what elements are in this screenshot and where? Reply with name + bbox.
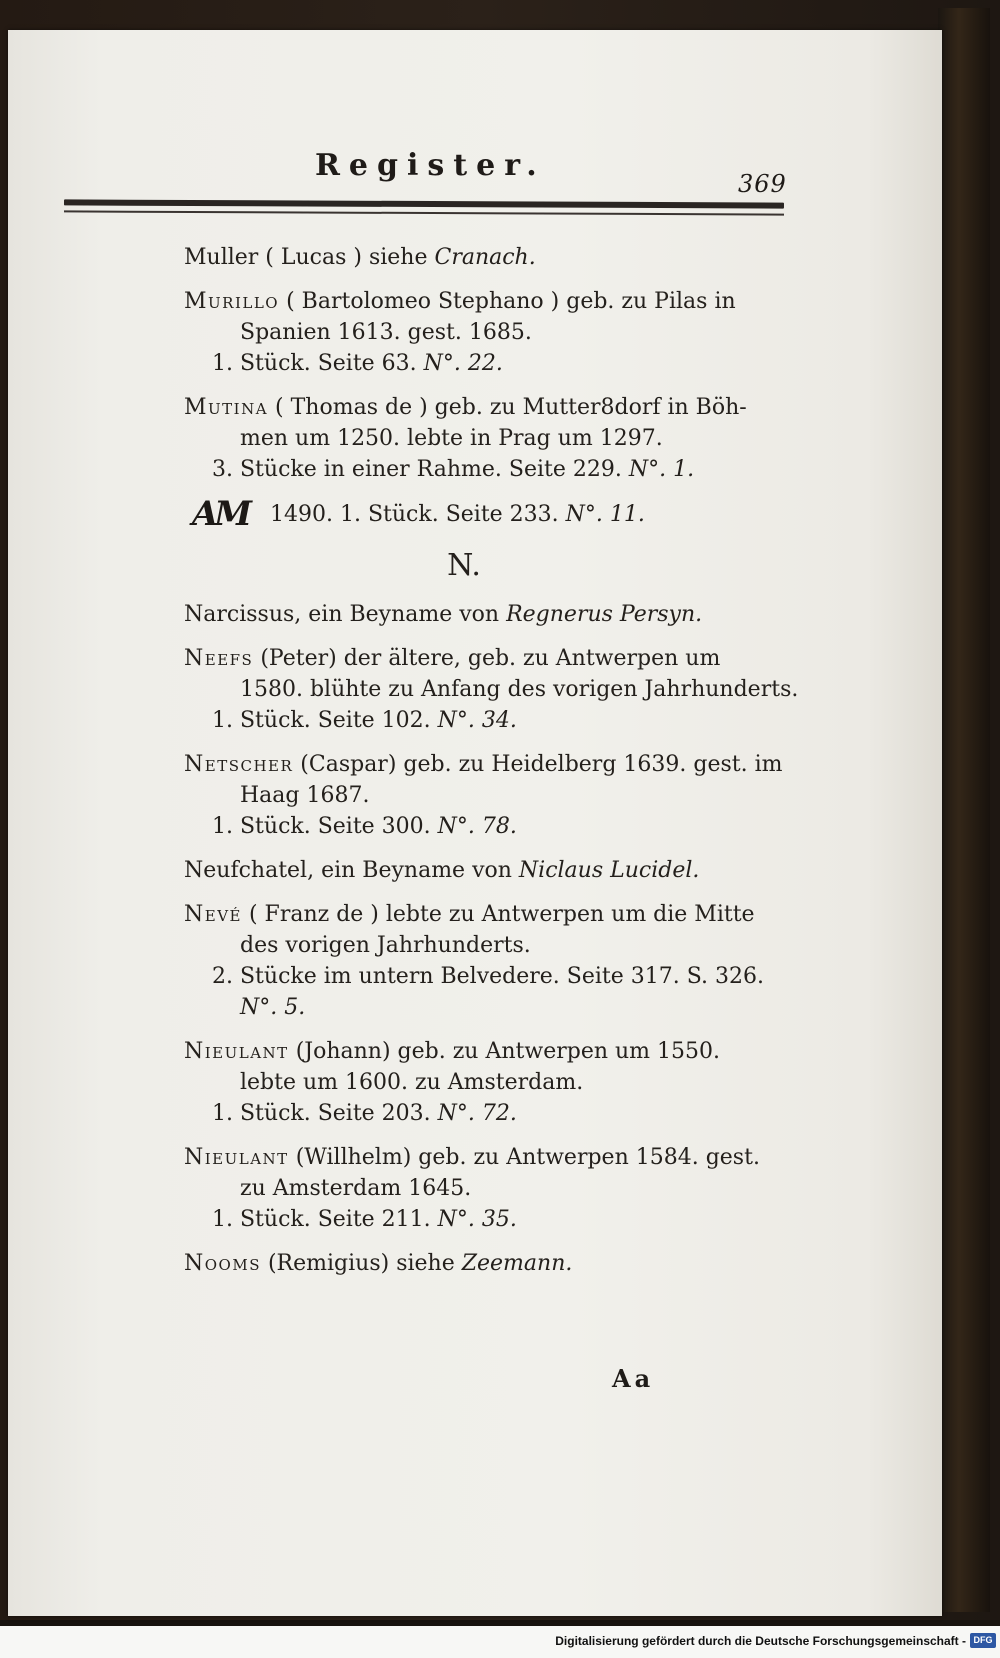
artist-name: Murillo [184,289,280,314]
book-cover-edge [938,8,990,1612]
artist-name: Nooms [184,1251,261,1276]
entry-line [184,1142,784,1173]
entries-before-section [184,242,784,485]
register-entry [184,643,799,736]
entry-text: men um 1250. lebte in Prag um 1297. [240,426,663,451]
artist-name: Nieulant [184,1145,289,1170]
entry-text: 1. Stück. Seite 63. [212,351,424,376]
artist-name: Mutina [184,395,269,420]
entry-line [184,705,784,736]
entry-text: (Remigius) siehe [260,1251,462,1276]
register-entry [184,1142,784,1235]
entry-line [184,317,784,348]
entry-text: Zeemann. [461,1251,573,1276]
entries-after-section [184,599,799,1279]
entry-text: 1. Stück. Seite 211. [212,1207,438,1232]
entry-text: N°. 34. [437,708,517,733]
register-entry [184,286,784,379]
register-entry [184,1248,784,1279]
entry-text: 3. Stücke in einer Rahme. Seite 229. [212,457,629,482]
entry-line [184,780,784,811]
entry-line [184,348,784,379]
entry-line [184,599,784,630]
entry-text: zu Amsterdam 1645. [240,1176,472,1201]
entry-text: N°. 22. [423,351,503,376]
entry-text: Cranach. [434,245,536,270]
footer-strip [0,1626,1000,1658]
entry-text: N°. 78. [437,814,517,839]
entry-line [184,930,784,961]
entry-text: 2. Stücke im untern Belvedere. Seite 317. S. 326. [212,964,765,989]
entry-text: (Willhelm) geb. zu Antwerpen 1584. gest. [288,1145,760,1170]
entry-text: N°. 35. [437,1207,517,1232]
entry-text: Neufchatel, ein Beyname von [184,858,519,883]
entry-line [184,643,784,674]
monogram-mark: AM [192,494,249,534]
entry-line [184,1067,784,1098]
entry-line [184,1248,784,1279]
register-entry [184,749,784,842]
entry-text: lebte um 1600. zu Amsterdam. [240,1070,584,1095]
section-heading: N. [447,548,481,583]
monogram-entry-reference: 1490. 1. Stück. Seite 233. [270,502,566,527]
entry-text: Niclaus Lucidel. [518,858,700,883]
entry-text: N°. 1. [628,457,695,482]
entry-line [184,749,784,780]
entry-line [184,392,784,423]
register-entry [184,855,784,886]
entry-line [184,1036,784,1067]
catchword: Aa [612,1364,655,1393]
register-entry [184,242,784,273]
artist-name: Netscher [184,752,294,777]
entry-text: Spanien 1613. gest. 1685. [240,320,532,345]
entry-text: (Caspar) geb. zu Heidelberg 1639. gest. im [293,752,783,777]
entry-line [184,286,784,317]
monogram-entry-text [270,499,645,530]
entry-text: 1. Stück. Seite 102. [212,708,438,733]
entry-line [184,899,784,930]
entry-line [184,423,784,454]
dfg-logo: DFG [970,1633,996,1648]
entry-text: ( Franz de ) lebte zu Antwerpen um die Mitte [241,902,755,927]
entry-text: Regnerus Persyn. [506,602,703,627]
entry-line [184,811,784,842]
entry-line [184,1204,784,1235]
register-entry [184,899,784,1023]
entry-line [184,242,784,273]
register-entry [184,599,784,630]
entry-line [184,674,799,705]
entry-line [184,961,784,992]
entry-text: Muller ( Lucas ) siehe [184,245,435,270]
entry-line [184,454,784,485]
entry-text: des vorigen Jahrhunderts. [240,933,531,958]
page-header [315,148,785,198]
entry-text: N°. 72. [437,1101,517,1126]
register-text [184,242,799,1292]
entry-text: 1580. blühte zu Anfang des vorigen Jahrhunderts. [240,677,799,702]
entry-line [184,1173,784,1204]
page-number: 369 [738,170,787,198]
footer-credit: Digitalisierung gefördert durch die Deutsche Forschungsgemeinschaft - [555,1634,966,1648]
entry-text: (Peter) der ältere, geb. zu Antwerpen um [253,646,721,671]
entry-text: 1. Stück. Seite 203. [212,1101,438,1126]
entry-line [184,855,784,886]
register-entry [184,392,784,485]
entry-line [184,992,784,1023]
monogram-entry-number: N°. 11. [565,502,645,527]
entry-text: 1. Stück. Seite 300. [212,814,438,839]
monogram-entry [192,494,784,534]
entry-line [184,1098,784,1129]
artist-name: Nieulant [184,1039,289,1064]
entry-text: Narcissus, ein Beyname von [184,602,507,627]
entry-text: ( Bartolomeo Stephano ) geb. zu Pilas in [279,289,736,314]
entry-text: ( Thomas de ) geb. zu Mutter8dorf in Böh- [268,395,747,420]
entry-text: Haag 1687. [240,783,370,808]
artist-name: Nevé [184,902,242,927]
running-title: Register. [315,148,546,183]
register-entry [184,1036,784,1129]
entry-text: N°. 5. [240,995,306,1020]
artist-name: Neefs [184,646,254,671]
entry-text: (Johann) geb. zu Antwerpen um 1550. [288,1039,721,1064]
